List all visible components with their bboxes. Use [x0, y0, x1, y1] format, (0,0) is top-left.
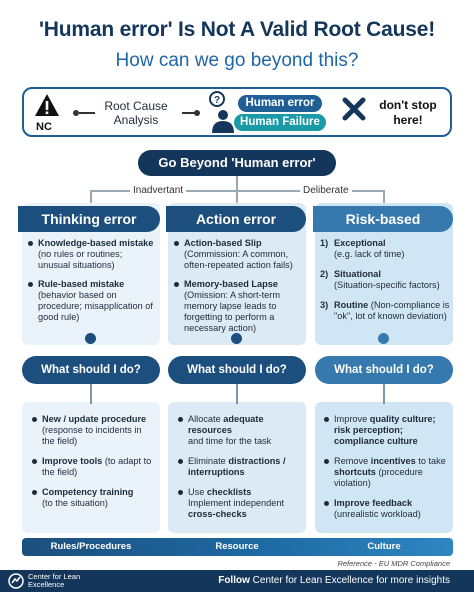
item-detail: (Omission: A short-term memory lapse leads to forgetting to perform a necessary action) — [184, 290, 280, 333]
list-item — [32, 487, 156, 509]
action-prefix: Improve — [334, 414, 370, 424]
category-culture: Culture — [367, 541, 401, 552]
item-title: Situational — [334, 269, 381, 279]
item-title: Routine — [334, 300, 369, 310]
item-detail: (no rules or routines; unusual situations) — [38, 249, 123, 270]
list-item — [324, 456, 450, 489]
item-title: Exceptional — [334, 238, 386, 248]
action-detail-secondary: (procedure violation) — [334, 467, 423, 488]
action-error-heading: Action error — [166, 206, 306, 232]
root-cause-box — [22, 87, 452, 137]
thinking-error-list — [28, 238, 156, 331]
list-item — [174, 238, 302, 271]
bullet-icon — [324, 417, 329, 422]
bullet-icon — [28, 241, 33, 246]
bullet-icon — [28, 282, 33, 287]
warning-icon — [34, 93, 60, 117]
human-error-pill: Human error — [238, 95, 322, 112]
human-failure-pill: Human Failure — [234, 114, 326, 131]
action-prefix: Remove — [334, 456, 371, 466]
category-bar — [22, 538, 453, 556]
list-item — [324, 414, 450, 447]
what-should-i-do-label: What should I do? — [168, 356, 306, 384]
bullet-icon — [324, 501, 329, 506]
action-title: distractions / interruptions — [188, 456, 286, 477]
item-detail: (Commission: A common, often-repeated action fails) — [184, 249, 293, 270]
list-item — [320, 269, 450, 291]
deliberate-label: Deliberate — [300, 185, 352, 197]
connector-line — [236, 384, 238, 404]
connector-dot — [378, 333, 389, 344]
action-error-actions — [178, 414, 302, 529]
risk-based-actions — [324, 414, 450, 529]
item-detail: (behavior based on procedure; misapplication of good rule) — [38, 290, 153, 322]
action-detail: (to the situation) — [42, 498, 108, 508]
item-title: Memory-based Lapse — [184, 279, 278, 289]
action-title: adequate resources — [188, 414, 264, 435]
connector-dot — [194, 110, 200, 116]
action-error-list — [174, 238, 302, 342]
risk-based-list — [320, 238, 450, 331]
action-detail: (response to incidents in the field) — [42, 425, 142, 446]
item-number: 3) — [320, 300, 329, 310]
bullet-icon — [174, 282, 179, 287]
list-item — [28, 238, 156, 271]
action-prefix: Allocate — [188, 414, 224, 424]
list-item — [32, 414, 156, 447]
organization-name: Center for Lean Excellence — [28, 572, 81, 589]
list-item — [174, 279, 302, 334]
page-subtitle: How can we go beyond this? — [115, 50, 359, 71]
brand-footer — [0, 570, 474, 592]
item-number: 2) — [320, 269, 329, 279]
svg-text:?: ? — [213, 95, 221, 106]
thinking-error-heading: Thinking error — [18, 206, 160, 232]
connector-dot — [85, 333, 96, 344]
action-detail: and time for the task — [188, 436, 272, 446]
action-title: New / update procedure — [42, 414, 147, 424]
list-item — [320, 238, 450, 260]
category-resource: Resource — [215, 541, 259, 552]
list-item — [178, 487, 302, 520]
action-title: incentives — [370, 456, 416, 466]
action-title: quality culture; risk perception; compliance culture — [334, 414, 436, 446]
action-detail: (to adapt to the field) — [42, 456, 152, 477]
bullet-icon — [324, 459, 329, 464]
nc-label: NC — [36, 121, 52, 133]
inadvertant-label: Inadvertant — [130, 185, 186, 197]
bullet-icon — [32, 417, 37, 422]
action-title: Competency training — [42, 487, 134, 497]
action-prefix: Use — [188, 487, 207, 497]
connector-line — [383, 384, 385, 404]
bullet-icon — [32, 459, 37, 464]
list-item — [324, 498, 450, 520]
item-title: Rule-based mistake — [38, 279, 125, 289]
go-beyond-title: Go Beyond 'Human error' — [138, 150, 336, 176]
item-number: 1) — [320, 238, 329, 248]
thinking-error-actions — [32, 414, 156, 518]
list-item — [178, 414, 302, 447]
item-detail: (Situation-specific factors) — [334, 280, 440, 290]
bullet-icon — [178, 417, 183, 422]
connector-dot — [231, 333, 242, 344]
follow-link[interactable]: Follow Center for Lean Excellence for more insights — [218, 575, 450, 586]
center-for-lean-excellence-logo-icon — [8, 573, 24, 589]
what-should-i-do-label: What should I do? — [22, 356, 160, 384]
action-title-secondary: cross-checks — [188, 509, 247, 519]
dont-stop-label: don't stop here! — [379, 98, 437, 127]
action-title: Improve tools — [42, 456, 103, 466]
bullet-icon — [178, 459, 183, 464]
connector-line — [90, 384, 92, 404]
risk-based-heading: Risk-based — [313, 206, 453, 232]
list-item — [28, 279, 156, 323]
action-title: checklists — [206, 487, 252, 497]
bullet-icon — [174, 241, 179, 246]
close-x-icon — [342, 97, 366, 121]
reference-note: Reference - EU MDR Compliance — [337, 559, 450, 568]
item-title: Knowledge-based mistake — [38, 238, 154, 248]
bullet-icon — [178, 490, 183, 495]
action-title-secondary: shortcuts — [334, 467, 376, 477]
bullet-icon — [32, 490, 37, 495]
action-prefix: Eliminate — [188, 456, 229, 466]
list-item — [320, 300, 450, 322]
action-title: Improve feedback — [334, 498, 413, 508]
item-detail: (e.g. lack of time) — [334, 249, 405, 259]
action-detail: (unrealistic workload) — [334, 509, 421, 519]
list-item — [178, 456, 302, 478]
root-cause-analysis-label: Root Cause Analysis — [104, 99, 168, 127]
action-detail: to take — [418, 456, 446, 466]
category-rules-procedures: Rules/Procedures — [50, 541, 132, 552]
item-title: Action-based Slip — [184, 238, 262, 248]
list-item — [32, 456, 156, 478]
what-should-i-do-label: What should I do? — [315, 356, 453, 384]
item-detail: (Non-compliance is "ok", lot of known deviation) — [334, 300, 450, 321]
action-detail: Implement independent — [188, 498, 285, 508]
branch-stem — [236, 176, 238, 191]
page-title: 'Human error' Is Not A Valid Root Cause! — [39, 18, 435, 41]
